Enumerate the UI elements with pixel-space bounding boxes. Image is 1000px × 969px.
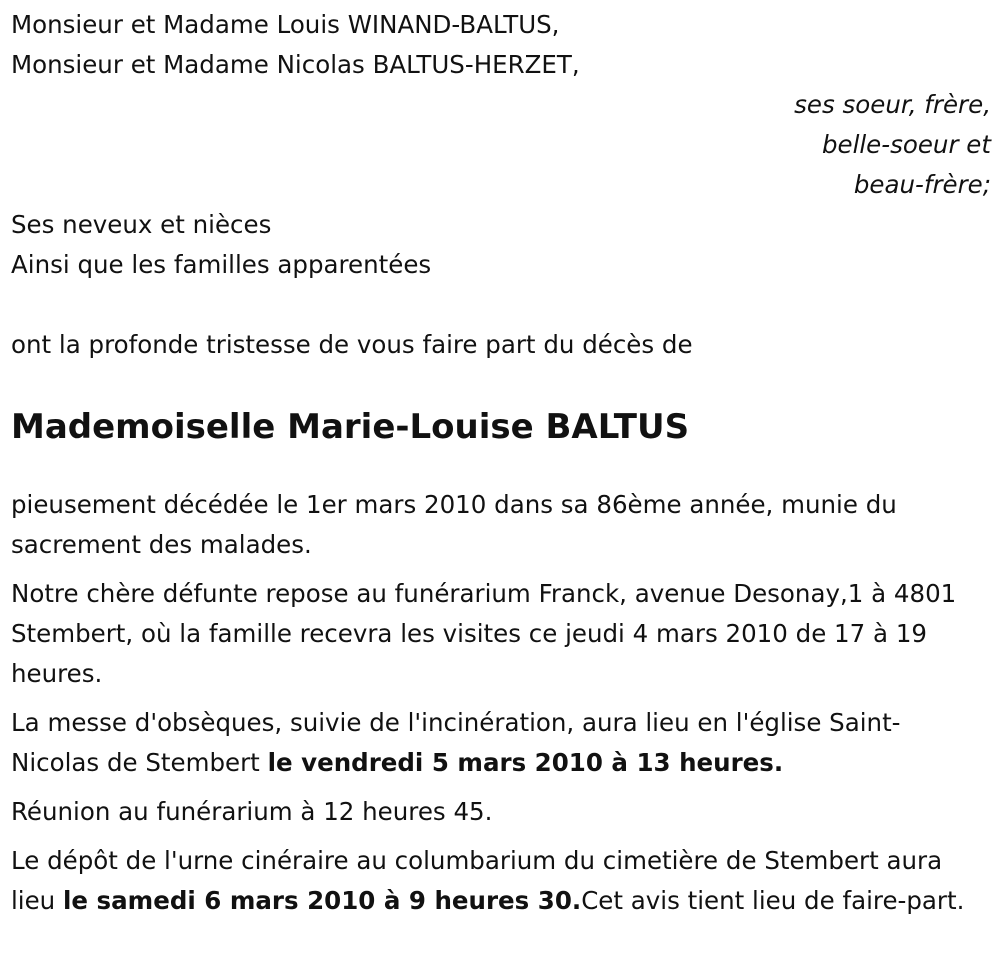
mass-date: le vendredi 5 mars 2010 à 13 heures.	[267, 748, 784, 777]
deceased-name: Mademoiselle Marie-Louise BALTUS	[11, 407, 690, 447]
relation-line-2: belle-soeur et	[821, 130, 991, 159]
sender-line-2: Monsieur et Madame Nicolas BALTUS-HERZET,	[11, 50, 580, 79]
relation-block	[11, 85, 991, 205]
sender-line-1: Monsieur et Madame Louis WINAND-BALTUS,	[11, 10, 560, 39]
urn-paragraph	[11, 841, 976, 921]
family-line-1: Ses neveux et nièces	[11, 210, 272, 239]
urn-tail: Cet avis tient lieu de faire-part.	[581, 886, 965, 915]
death-notice	[11, 5, 991, 930]
relation-line-3: beau-frère;	[853, 170, 991, 199]
mass-paragraph	[11, 703, 976, 783]
death-paragraph: pieusement décédée le 1er mars 2010 dans sa 86ème année, munie du sacrement des malades.	[11, 490, 897, 559]
rest-paragraph: Notre chère défunte repose au funérarium Franck, avenue Desonay,1 à 4801 Stembert, où la famille recevra les visites ce jeudi 4 mars 2010 de 17 à 19 heures.	[11, 579, 957, 688]
mass-text: La messe d'obsèques, suivie de l'incinération, aura lieu en l'église Saint-Nicolas de Stembert	[11, 708, 901, 777]
meeting-paragraph: Réunion au funérarium à 12 heures 45.	[11, 797, 493, 826]
urn-date: le samedi 6 mars 2010 à 9 heures 30.	[63, 886, 582, 915]
relation-line-1: ses soeur, frère,	[794, 90, 991, 119]
urn-text: Le dépôt de l'urne cinéraire au columbarium du cimetière de Stembert aura lieu	[11, 846, 943, 915]
family-line-2: Ainsi que les familles apparentées	[11, 250, 432, 279]
announcement-text: ont la profonde tristesse de vous faire part du décès de	[11, 330, 693, 359]
